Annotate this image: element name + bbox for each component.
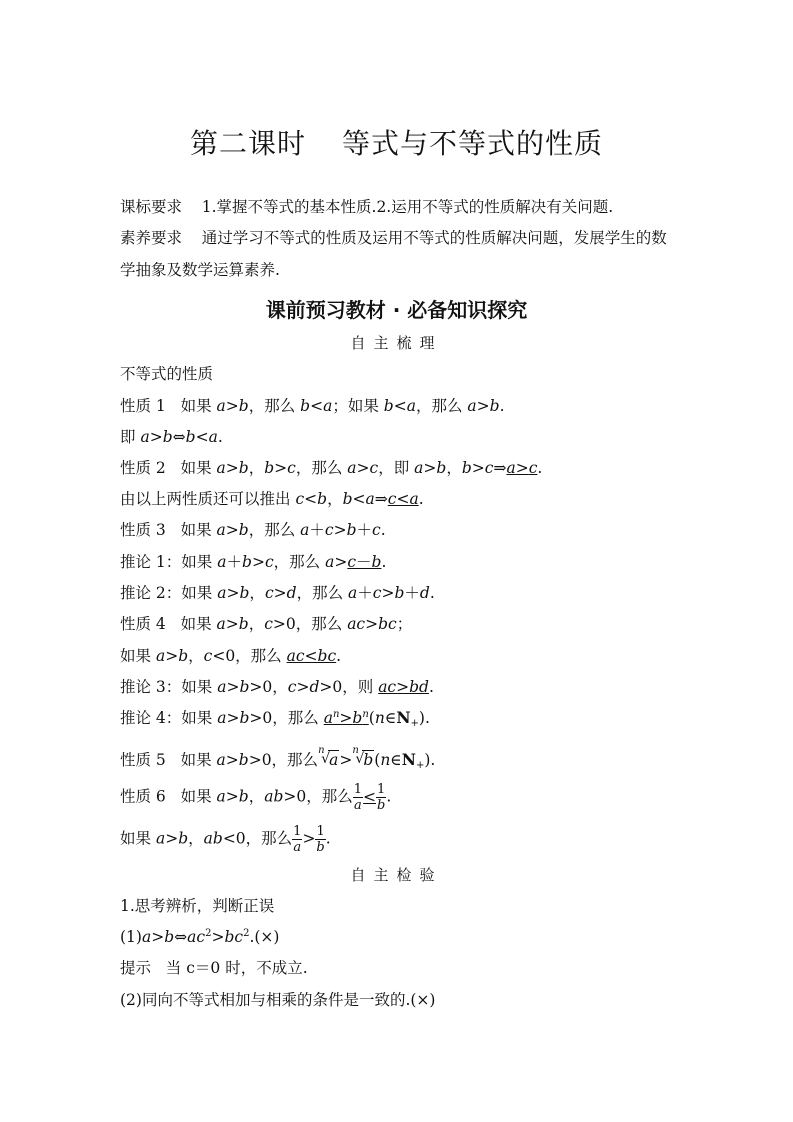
corollary-2: 推论 2：如果 a>b，c>d，那么 a＋c>b＋d. (120, 584, 435, 602)
literacy-requirement (120, 222, 680, 286)
property-1-equiv: 即 a>b⇔b<a. (120, 428, 223, 446)
property-1-label: 性质 1 (120, 397, 166, 415)
property-3: 性质 3 如果 a>b，那么 a＋c>b＋c. (120, 521, 386, 539)
subsection-self-check: 自主检验 (350, 866, 443, 884)
corollary-2-label: 推论 2： (120, 584, 182, 602)
check-question: 1.思考辨析，判断正误 (120, 897, 275, 915)
check-item-2: (2)同向不等式相加与相乘的条件是一致的.(×) (120, 991, 436, 1009)
title-topic: 等式与不等式的性质 (342, 127, 604, 160)
property-2: 性质 2 如果 a>b，b>c，那么 a>c，即 a>b，b>c⇒a>c. (120, 459, 543, 477)
section-title: 课前预习教材 · 必备知识探究 (265, 298, 528, 322)
subsection-self-review: 自主梳理 (350, 334, 443, 352)
property-5-label: 性质 5 (120, 751, 166, 769)
property-6: 性质 6 如果 a>b，ab>0，那么 $\frac{1}{a}$ < $\frac{1}{b}$ . (120, 782, 392, 813)
property-5: 性质 5 如果 a>b>0，那么 n √ a> n √ $b(n\in N_+)$. (120, 745, 436, 771)
property-3-label: 性质 3 (120, 521, 166, 539)
corollary-4: 推论 4：如果 a>b>0，那么 $a^n>b^n(n\in N_+)$. (120, 708, 430, 729)
hint-label: 提示 (120, 959, 152, 977)
corollary-1: 推论 1：如果 a＋b>c，那么 a>c－b. (120, 553, 387, 571)
property-6-negative: 如果 a>b，ab<0，那么 $\frac{1}{a}$ > $\frac{1}{b}$ . (120, 824, 331, 855)
property-2-label: 性质 2 (120, 459, 166, 477)
intro-text: 不等式的性质 (120, 365, 214, 383)
property-1: 性质 1 如果 a>b，那么 b<a；如果 b<a，那么 a>b. (120, 397, 505, 415)
corollary-3-label: 推论 3： (120, 678, 182, 696)
literacy-text: 通过学习不等式的性质及运用不等式的性质解决问题，发展学生的数学抽象及数学运算素养. (120, 229, 667, 279)
check-item-1: $(1)a>b\Leftrightarrow ac^2>bc^2.(\times)$ (120, 928, 280, 946)
corollary-1-label: 推论 1： (120, 553, 182, 571)
property-4: 性质 4 如果 a>b，c>0，那么 ac>bc； (120, 615, 413, 633)
property-4-negative: 如果 a>b，c<0，那么 ac<bc. (120, 647, 342, 665)
property-4-label: 性质 4 (120, 615, 166, 633)
corollary-4-label: 推论 4： (120, 709, 182, 727)
standard-label: 课标要求 (120, 198, 183, 216)
page-title (0, 122, 793, 162)
standard-requirement (120, 197, 613, 217)
corollary-3: 推论 3：如果 a>b>0，c>d>0，则 ac>bd. (120, 678, 434, 696)
standard-text: 1.掌握不等式的基本性质.2.运用不等式的性质解决有关问题. (201, 198, 614, 216)
property-2-derived: 由以上两性质还可以推出 c<b，b<a⇒c<a. (120, 490, 424, 508)
literacy-label: 素养要求 (120, 229, 183, 247)
property-6-label: 性质 6 (120, 787, 166, 806)
title-lesson: 第二课时 (189, 127, 306, 160)
hint-text: 当 c＝0 时，不成立. (165, 959, 308, 977)
check-hint (120, 958, 308, 978)
